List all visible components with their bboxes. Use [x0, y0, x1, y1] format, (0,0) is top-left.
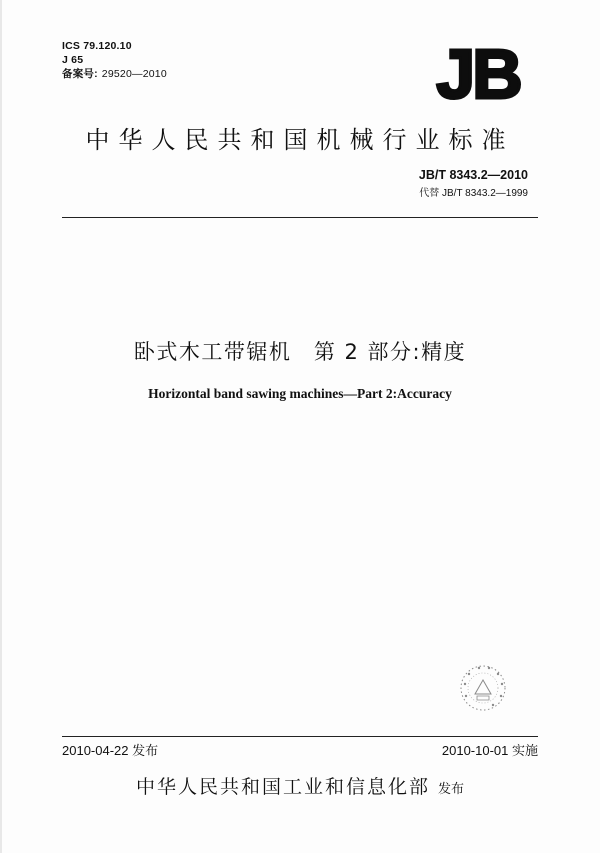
top-divider: [62, 217, 538, 218]
replaces-standard: 代替 JB/T 8343.2—1999: [419, 188, 528, 199]
jb-logo-text: JB: [436, 38, 520, 110]
issuing-authority: 中华人民共和国工业和信息化部: [135, 776, 430, 798]
standard-code: JB/T 8343.2—2010: [418, 168, 528, 182]
document-title-en: Horizontal band sawing machines—Part 2:Accuracy: [148, 386, 452, 401]
filing-number-line: [62, 67, 167, 81]
jb-logo: [430, 38, 526, 110]
issue-date: 2010-04-22 发布: [62, 743, 159, 758]
publisher-seal-icon: [455, 660, 511, 716]
standard-category-title: 中华人民共和国机械行业标准: [85, 126, 515, 154]
publish-label: 发布: [438, 782, 465, 797]
ccs-code: J 65: [62, 54, 84, 66]
ics-code: ICS 79.120.10: [62, 40, 132, 52]
filing-number: 29520—2010: [101, 68, 167, 80]
filing-label: 备案号:: [62, 68, 98, 80]
bottom-divider: [62, 736, 538, 737]
document-title-cn: 卧式木工带锯机 第 2 部分:精度: [133, 340, 467, 364]
standard-code-block: [419, 168, 528, 199]
issuer-line: [0, 772, 600, 799]
implementation-date: 2010-10-01 实施: [441, 743, 538, 758]
classification-block: [62, 39, 167, 81]
